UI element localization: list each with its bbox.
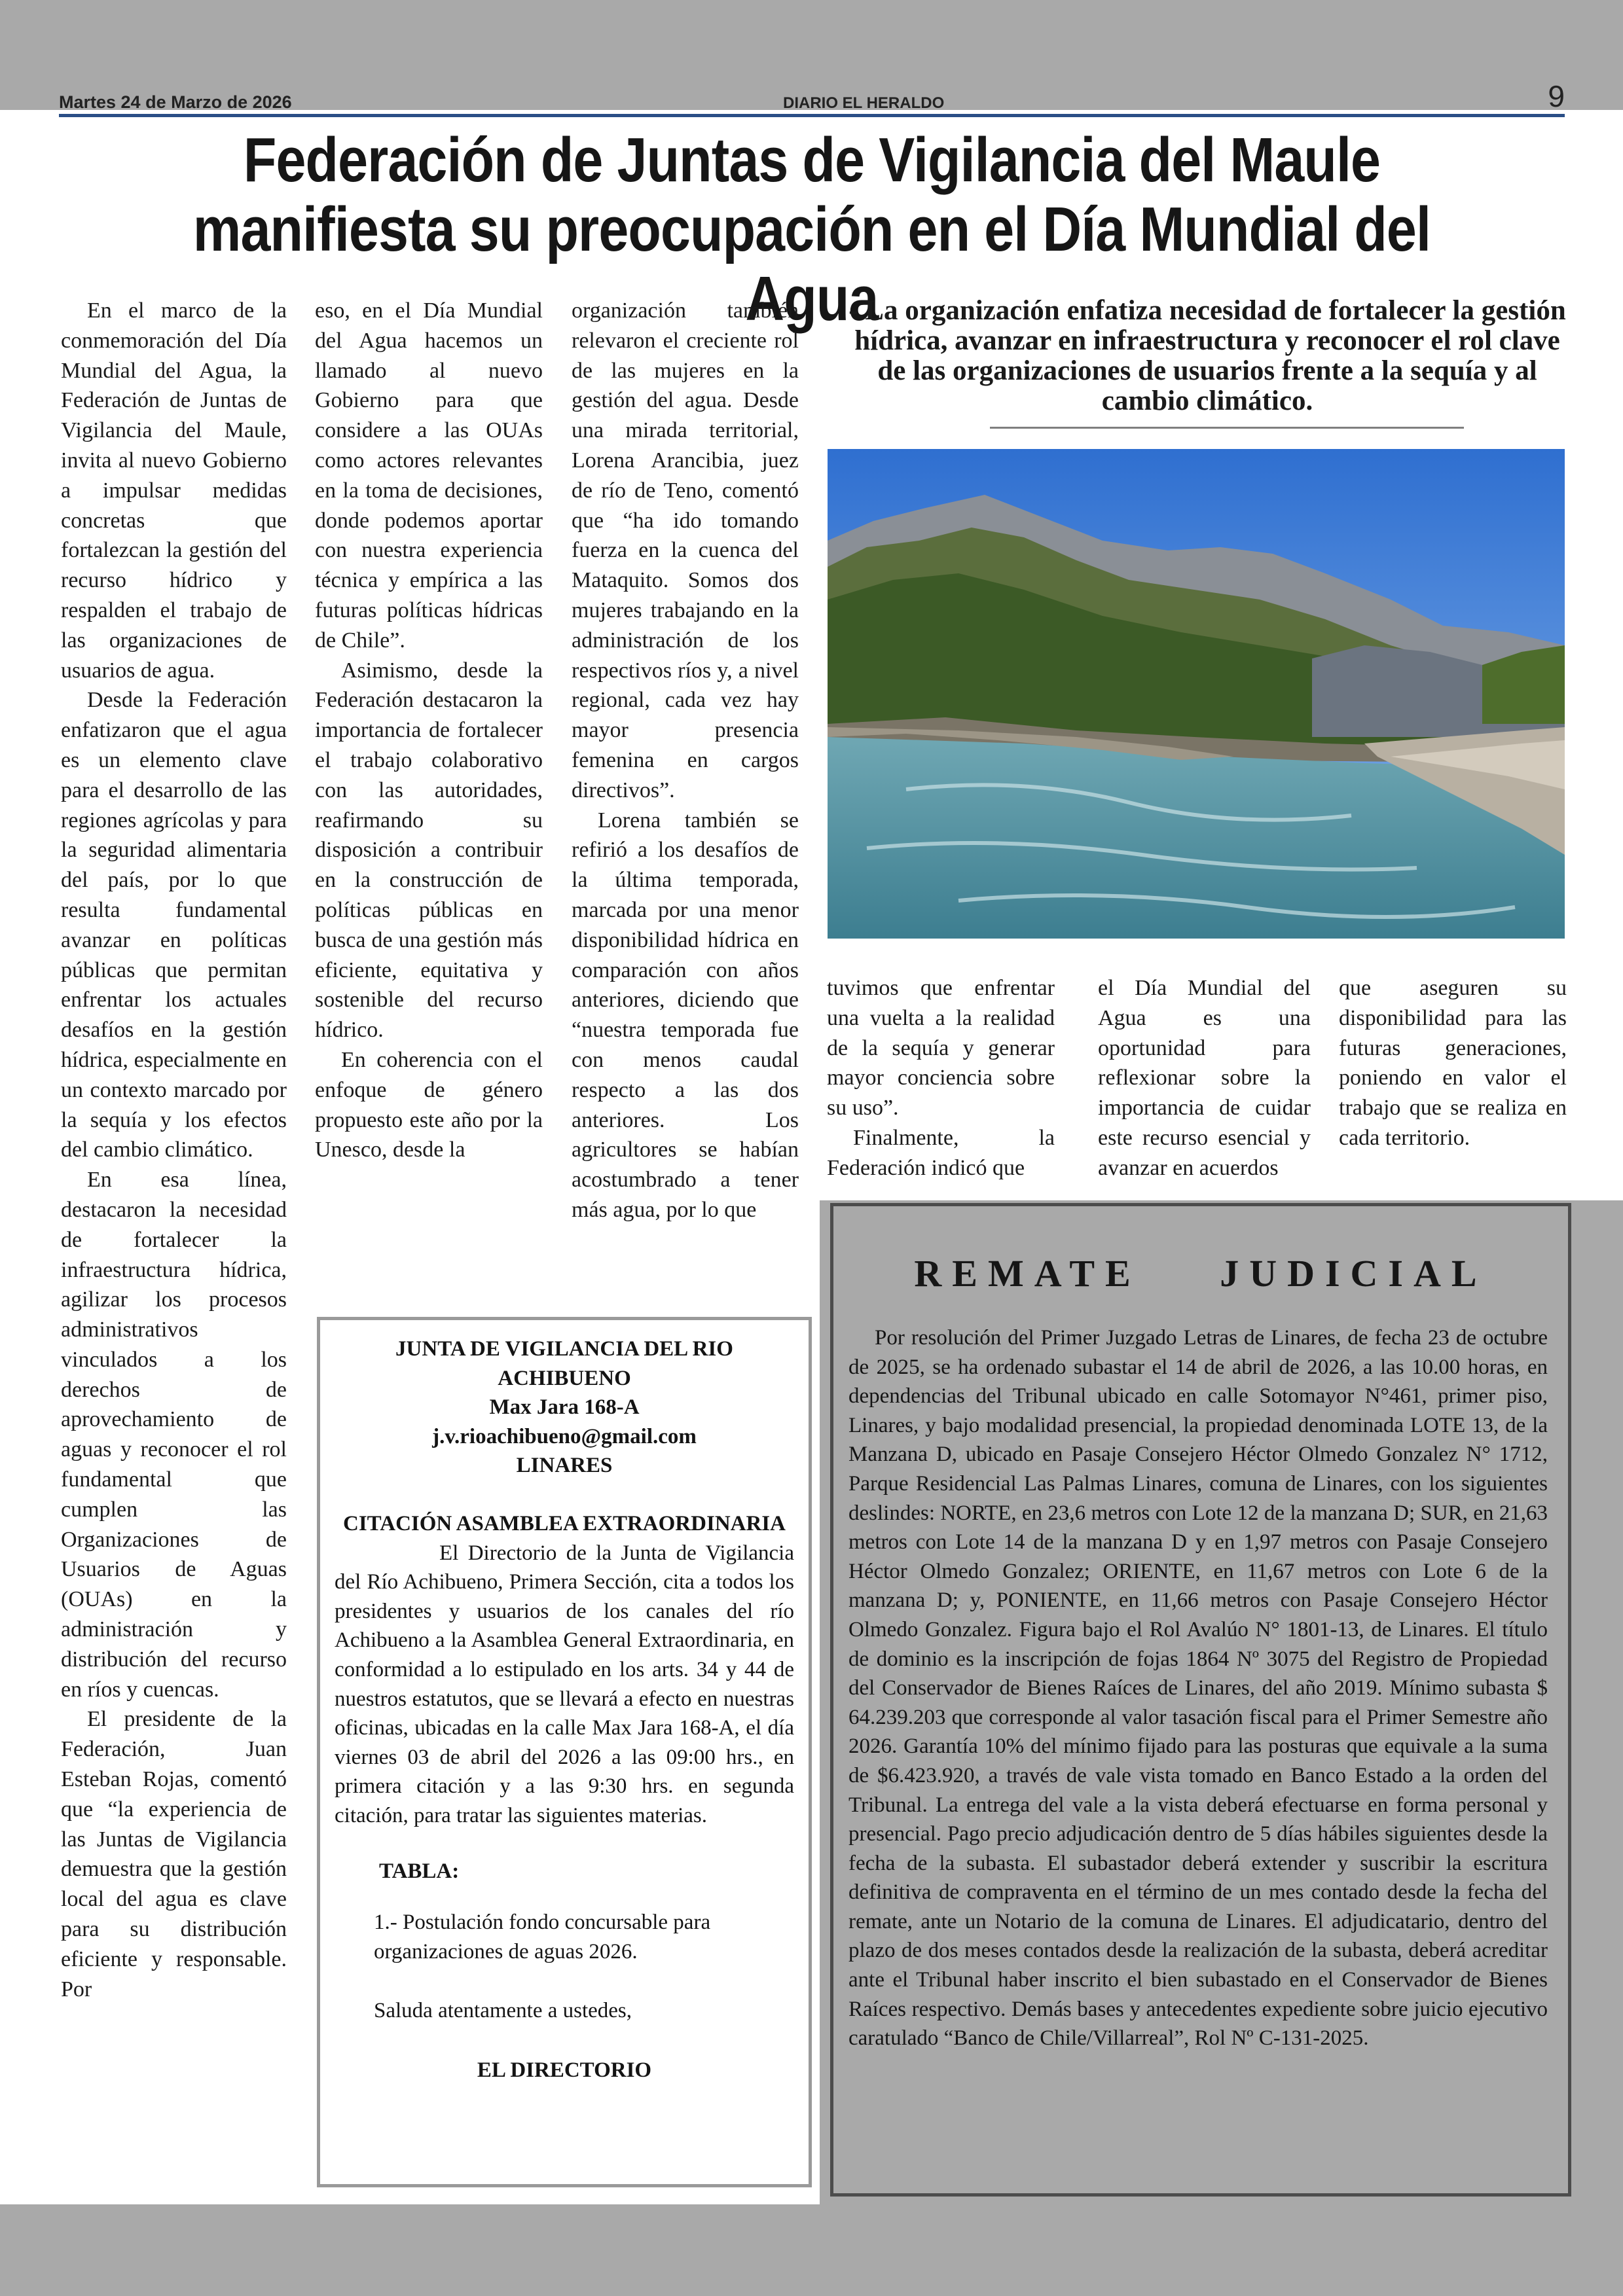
river-mountain-photo — [828, 449, 1565, 939]
page-number: 9 — [1548, 79, 1565, 113]
article-paragraph: eso, en el Día Mundial del Agua hacemos un llamado al nuevo Gobierno para que considere a las OUAs como actores relevantes en la toma de decisiones, donde podemos aportar con nuestra experiencia técnica y empírica a las futuras políticas hídricas de Chile”. — [315, 298, 543, 653]
junta-agenda-item: 1.- Postulación fondo concursable para organizaciones de aguas 2026. — [374, 1910, 711, 1964]
article-column-2 — [315, 296, 543, 1165]
article-deck: - La organización enfatiza necesidad de fortalecer la gestión hídrica, avanzar en infraestructura y reconocer el rol clave de las organizaciones de usuarios frente a la sequía y al cambio climático. — [848, 295, 1566, 416]
landscape-illustration — [828, 449, 1565, 939]
headline-line-1: Federación de Juntas de Vigilancia del Maule — [243, 125, 1381, 195]
header-rule — [59, 114, 1565, 117]
article-column-1 — [61, 296, 287, 2004]
article-paragraph: Asimismo, desde la Federación destacaron la importancia de fortalecer el trabajo colaborativo con las autoridades, reafirmando su disposición a contribuir en la construcción de políticas públicas en busca de una gestión más eficiente, equitativa y sostenible del recurso hídrico. — [315, 658, 543, 1043]
junta-signature: EL DIRECTORIO — [477, 2058, 652, 2082]
article-paragraph: En esa línea, destacaron la necesidad de fortalecer la infraestructura hídrica, agilizar los procesos administrativos vinculados a los derechos de aprovechamiento de aguas y reconocer el rol fundamental que cumplen las Organizaciones de Usuarios de Aguas (OUAs) en la administración y distribución del recurso en ríos y cuencas. — [61, 1168, 287, 1702]
junta-notice-body: El Directorio de la Junta de Vigilancia del Río Achibueno, Primera Sección, cita a todos los presidentes y usuarios de los canales del río Achibueno a la Asamblea General Extraordinaria, en conformidad a lo estipulado en los arts. 34 y 44 de nuestros estatutos, que se llevará a efecto en nuestras oficinas, ubicadas en la calle Max Jara 168-A, el día viernes 03 de abril del 2026 a las 09:00 hrs., en primera citación y a las 9:30 hrs. en segunda citación, para tratar las siguientes materias. — [335, 1541, 794, 1827]
deck-rule — [990, 427, 1464, 429]
article-paragraph: organización también relevaron el creciente rol de las mujeres en la gestión del agua. Desde una mirada territorial, Lorena Arancibia, juez de río de Teno, comentó que “ha ido tomando fuerza en la cuenca del Mataquito. Somos dos mujeres trabajando en la administración de los respectivos ríos y, a nivel regional, cada vez hay mayor presencia femenina en cargos directivos”. — [572, 298, 799, 802]
header-newspaper-name: DIARIO EL HERALDO — [783, 94, 945, 112]
article-paragraph: el Día Mundial del Agua es una oportunidad para reflexionar sobre la importancia de cuidar este recurso esencial y avanzar en acuerdos — [1098, 976, 1311, 1180]
junta-address: Max Jara 168-A — [489, 1395, 640, 1420]
article-paragraph: Finalmente, la Federación indicó que — [827, 1125, 1055, 1180]
article-paragraph: tuvimos que enfrentar una vuelta a la realidad de la sequía y generar mayor conciencia sobre su uso”. — [827, 976, 1055, 1121]
article-paragraph: El presidente de la Federación, Juan Esteban Rojas, comentó que “la experiencia de las Juntas de Vigilancia demuestra que la gestión local del agua es clave para su distribución eficiente y responsable. Por — [61, 1707, 287, 2001]
article-paragraph: Desde la Federación enfatizaron que el agua es un elemento clave para el desarrollo de las regiones agrícolas y para la seguridad alimentaria del país, por lo que resulta fundamental avanzar en políticas públicas que permitan enfrentar los actuales desafíos en la gestión hídrica, especialmente en un contexto marcado por la sequía y los efectos del cambio climático. — [61, 688, 287, 1162]
headline-line-2: manifiesta su preocupación en el Día Mundial del Agua — [192, 194, 1431, 334]
article-column-5 — [1098, 973, 1311, 1183]
article-paragraph: En coherencia con el enfoque de género propuesto este año por la Unesco, desde la — [315, 1047, 543, 1162]
article-paragraph: En el marco de la conmemoración del Día Mundial del Agua, la Federación de Juntas de Vigilancia del Maule, invita al nuevo Gobierno a impulsar medidas concretas que fortalezcan la gestión del recurso hídrico y respalden el trabajo de las organizaciones de usuarios de agua. — [61, 298, 287, 683]
junta-closing: Saluda atentamente a ustedes, — [374, 1999, 632, 2023]
remate-title: REMATE JUDICIAL — [914, 1252, 1487, 1295]
junta-city: LINARES — [516, 1454, 613, 1478]
junta-notice-box — [317, 1317, 812, 2187]
article-column-6 — [1339, 973, 1567, 1153]
junta-email: j.v.rioachibueno@gmail.com — [432, 1424, 697, 1448]
article-paragraph: que aseguren su disponibilidad para las futuras generaciones, poniendo en valor el trabajo que se realiza en cada territorio. — [1339, 976, 1567, 1150]
article-column-3 — [572, 296, 799, 1225]
article-column-4 — [827, 973, 1055, 1183]
header-date: Martes 24 de Marzo de 2026 — [59, 92, 292, 112]
page-header — [59, 79, 1565, 114]
junta-tabla-label: TABLA: — [379, 1859, 460, 1883]
junta-notice-title: CITACIÓN ASAMBLEA EXTRAORDINARIA — [343, 1511, 786, 1535]
remate-body: Por resolución del Primer Juzgado Letras de Linares, de fecha 23 de octubre de 2025, se ha ordenado subastar el 14 de abril de 2026, a las 10.00 horas, en dependencias del Tribunal ubicado en calle Sotomayor N°461, primer piso, Linares, y bajo modalidad presencial, la propiedad denominada LOTE 13, de la Manzana D, ubicado en Pasaje Consejero Héctor Olmedo Gonzalez N° 1712, Parque Residencial Las Palmas Linares, comuna de Linares, con los siguientes deslindes: NORTE, en 23,6 metros con Lote 12 de la manzana D; SUR, en 21,63 metros con Lote 14 de la manzana D y en 1,97 metros con Pasaje Consejero Héctor Olmedo Gonzalez; ORIENTE, en 11,67 metros con Lote 6 de la manzana D; y, PONIENTE, en 11,66 metros con Pasaje Consejero Héctor Olmedo Gonzalez. Figura bajo el Rol Avalúo N° 1801-13, de Linares. El título de dominio es la inscripción de fojas 1864 Nº 3075 del Registro de Propiedad del Conservador de Bienes Raíces de Linares, del año 2019. Mínimo subasta $ 64.239.203 que corresponde al valor tasación fiscal para el Primer Semestre año 2026. Garantía 10% del mínimo fijado para las posturas que equivale a la suma de $6.423.920, a través de vale vista tomado en Banco Estado a la orden del Tribunal. La entrega del vale a la vista deberá efectuarse en forma personal y presencial. Pago precio adjudicación dentro de 5 días hábiles siguientes desde la fecha de la subasta. El subastador deberá extender y suscribir la escritura definitiva de compraventa en el término de un mes contado desde la fecha del remate, ante un Notario de la comuna de Linares. El adjudicatario, dentro del plazo de dos meses contados desde la realización de la subasta, deberá acreditar ante el Tribunal haber inscrito el bien subastado en el Conservador de Bienes Raíces respectivo. Demás bases y antecedentes expediente sobre juicio ejecutivo caratulado “Banco de Chile/Villarreal”, Rol Nº C-131-2025. — [848, 1326, 1548, 2051]
junta-org-name: JUNTA DE VIGILANCIA DEL RIO ACHIBUENO — [395, 1337, 733, 1390]
article-paragraph: Lorena también se refirió a los desafíos de la última temporada, marcada por una menor disponibilidad hídrica en comparación con años anteriores, diciendo que “nuestra temporada fue con menos caudal respecto a las dos anteriores. Los agricultores se habían acostumbrado a tener más agua, por lo que — [572, 808, 799, 1222]
